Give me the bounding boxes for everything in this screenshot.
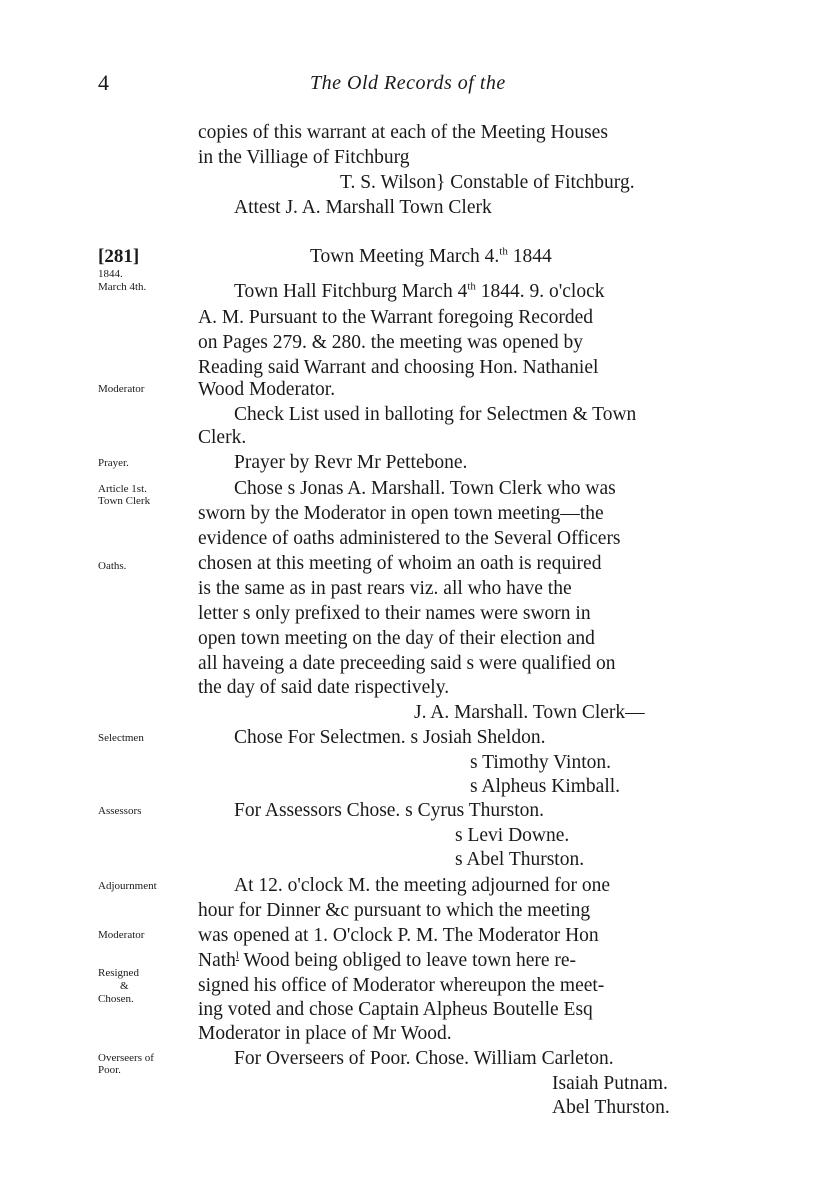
meeting-title-sup: th	[499, 245, 508, 258]
overseers-line-1: For Overseers of Poor. Chose. William Carleton.	[234, 1048, 614, 1069]
intro-line-1: copies of this warrant at each of the Meeting Houses	[198, 122, 608, 143]
adjournment-line-4b: Wood being obliged to leave town here re-	[238, 950, 577, 971]
p2-line-2: Clerk.	[198, 427, 247, 448]
margin-overseers-2: Poor.	[98, 1064, 121, 1076]
p4-line-5: is the same as in past rears viz. all who have the	[198, 578, 572, 599]
p4-line-7: open town meeting on the day of their election and	[198, 628, 595, 649]
margin-amp: &	[120, 980, 129, 992]
adjournment-sup: l	[235, 949, 239, 962]
margin-moderator-2: Moderator	[98, 929, 145, 941]
margin-adjournment: Adjournment	[98, 880, 157, 892]
record-number: [281]	[98, 246, 140, 267]
p4-line-8: all haveing a date preceeding said s were qualified on	[198, 653, 616, 674]
margin-date: March 4th.	[98, 281, 147, 293]
adjournment-line-7: Moderator in place of Mr Wood.	[198, 1023, 452, 1044]
overseers-line-3: Abel Thurston.	[552, 1097, 670, 1118]
assessors-line-3: s Abel Thurston.	[455, 849, 585, 870]
selectmen-line-3: s Alpheus Kimball.	[470, 776, 621, 797]
intro-line-2: in the Villiage of Fitchburg	[198, 147, 410, 168]
margin-article-1: Article 1st.	[98, 483, 147, 495]
margin-chosen: Chosen.	[98, 993, 134, 1005]
margin-resigned: Resigned	[98, 967, 139, 979]
p1-line-5: Wood Moderator.	[198, 379, 336, 400]
p4-line-1: Chose s Jonas A. Marshall. Town Clerk who was	[234, 478, 616, 499]
p1-line-2: A. M. Pursuant to the Warrant foregoing Recorded	[198, 307, 594, 328]
selectmen-line-1: Chose For Selectmen. s Josiah Sheldon.	[234, 727, 546, 748]
assessors-line-2: s Levi Downe.	[455, 825, 570, 846]
p1-line-1	[234, 280, 605, 304]
adjournment-line-4a: Nath	[198, 950, 236, 971]
adjournment-line-6: ing voted and chose Captain Alpheus Boutelle Esq	[198, 999, 593, 1020]
p1-line-4: Reading said Warrant and choosing Hon. Nathaniel	[198, 357, 599, 378]
p4-line-4: chosen at this meeting of whoim an oath is required	[198, 553, 602, 574]
adjournment-line-5: signed his office of Moderator whereupon the meet-	[198, 975, 605, 996]
meeting-title	[310, 245, 552, 269]
meeting-title-text: Town Meeting March 4.	[310, 246, 500, 267]
adjournment-line-2: hour for Dinner &c pursuant to which the meeting	[198, 900, 591, 921]
p4-signature: J. A. Marshall. Town Clerk—	[414, 702, 645, 723]
adjournment-line-3: was opened at 1. O'clock P. M. The Moderator Hon	[198, 925, 599, 946]
intro-attest-line: Attest J. A. Marshall Town Clerk	[234, 197, 492, 218]
intro-constable-line: T. S. Wilson} Constable of Fitchburg.	[340, 172, 635, 193]
margin-oaths: Oaths.	[98, 560, 127, 572]
p1-line-3: on Pages 279. & 280. the meeting was opened by	[198, 332, 584, 353]
margin-assessors: Assessors	[98, 805, 142, 817]
adjournment-line-4	[198, 949, 576, 973]
adjournment-line-1: At 12. o'clock M. the meeting adjourned for one	[234, 875, 611, 896]
p4-line-3: evidence of oaths administered to the Several Officers	[198, 528, 621, 549]
margin-selectmen: Selectmen	[98, 732, 144, 744]
margin-moderator: Moderator	[98, 383, 145, 395]
margin-town-clerk: Town Clerk	[98, 495, 151, 507]
p1-sup: th	[467, 280, 476, 293]
running-head: The Old Records of the	[310, 72, 506, 94]
p4-line-6: letter s only prefixed to their names were sworn in	[198, 603, 591, 624]
margin-prayer: Prayer.	[98, 457, 129, 469]
p3-line-1: Prayer by Revr Mr Pettebone.	[234, 452, 468, 473]
margin-overseers-1: Overseers of	[98, 1052, 154, 1064]
page-number: 4	[98, 70, 109, 95]
assessors-line-1: For Assessors Chose. s Cyrus Thurston.	[234, 800, 545, 821]
meeting-title-year: 1844	[512, 246, 552, 267]
p2-line-1: Check List used in balloting for Selectmen & Town	[234, 404, 637, 425]
p4-line-2: sworn by the Moderator in open town meeting—the	[198, 503, 604, 524]
p1-line-1a: Town Hall Fitchburg March 4	[234, 281, 468, 302]
p4-line-9: the day of said date rispectively.	[198, 677, 450, 698]
selectmen-line-2: s Timothy Vinton.	[470, 752, 611, 773]
p1-line-1b: 1844. 9. o'clock	[475, 281, 605, 302]
overseers-line-2: Isaiah Putnam.	[552, 1073, 668, 1094]
margin-year: 1844.	[98, 268, 123, 280]
